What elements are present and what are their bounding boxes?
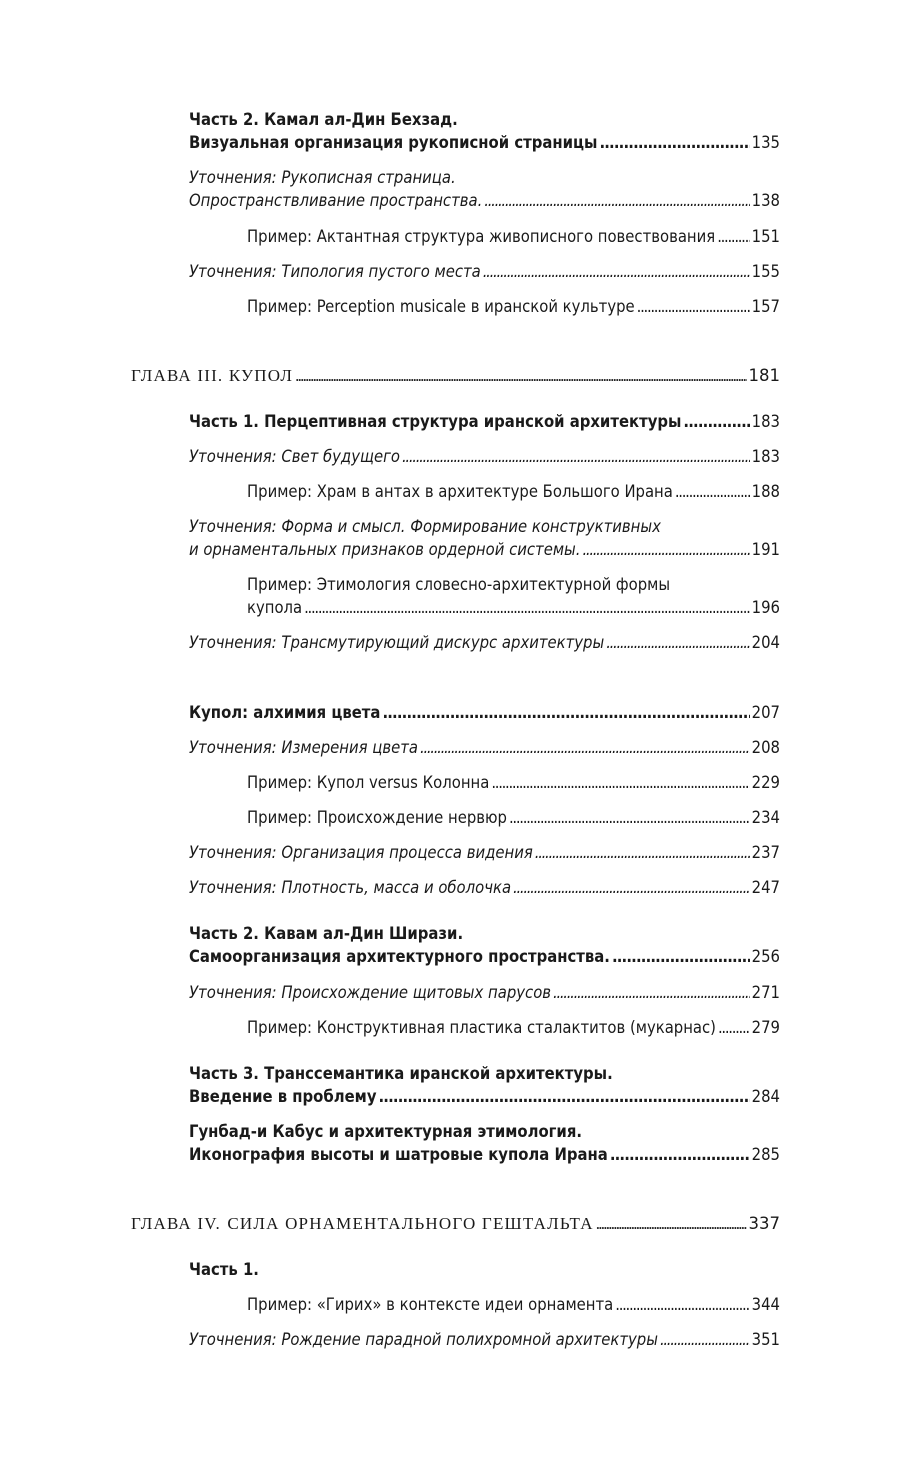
chapter-title: СИЛА ОРНАМЕНТАЛЬНОГО ГЕШТАЛЬТА [227,1214,594,1233]
entry-title: Купол: алхимия цвета [189,703,381,722]
toc-entry-girih [247,1293,780,1316]
page-number: 279 [751,1018,780,1037]
toc-entry-muqarnas [247,1016,780,1039]
toc-entry-part1-perceptive [189,410,780,433]
toc-entry-color-dimensions [189,736,780,759]
toc-entry-pendentives [189,981,780,1004]
page-number: 256 [751,947,780,966]
leader-dots [304,596,750,619]
page-number: 207 [751,703,780,722]
leader-dots [509,806,750,829]
leader-dots [484,189,749,212]
entry-title: Уточнения: Организация процесса видения [189,843,533,862]
entry-title-line1: Пример: Этимология словесно-архитектурной формы [247,575,671,594]
leader-dots [379,1085,750,1108]
page-number: 181 [748,366,780,385]
entry-title: Уточнения: Происхождение щитовых парусов [189,983,552,1002]
entry-title: Пример: «Гирих» в контексте идеи орнамента [247,1295,614,1314]
toc-entry-part1 [189,1258,780,1281]
entry-title-line2: Визуальная организация рукописной страницы [189,133,598,152]
toc-entry-density-mass [189,876,780,899]
toc-entry-alchemy-color [189,701,780,724]
page-number: 204 [751,633,780,652]
entry-title: Уточнения: Трансмутирующий дискурс архитектуры [189,633,605,652]
leader-dots [535,841,750,864]
toc-entry-manuscript-page [189,166,780,212]
leader-dots [420,736,750,759]
leader-dots [675,480,750,503]
page-number: 151 [751,227,780,246]
entry-title: Часть 1. [189,1260,259,1279]
page-number: 183 [751,447,780,466]
leader-dots [610,1143,750,1166]
entry-title-line1: Часть 2. Кавам ал-Дин Ширази. [189,924,464,943]
entry-title: Часть 1. Перцептивная структура иранской архитектуры [189,412,682,431]
entry-title: Пример: Происхождение нервюр [247,808,507,827]
toc-entry-part2-behzad [189,108,780,154]
entry-title-line1: Часть 2. Камал ал-Дин Бехзад. [189,110,458,129]
entry-title: Пример: Perception musicale в иранской культуре [247,297,635,316]
entry-title: Пример: Конструктивная пластика сталактитов (мукарнас) [247,1018,716,1037]
entry-title-line1: Гунбад-и Кабус и архитектурная этимология. [189,1122,582,1141]
leader-dots [553,981,750,1004]
toc-entry-form-meaning [189,515,780,561]
leader-dots [615,1293,749,1316]
page-number: 191 [751,540,780,559]
toc-entry-part2-shirazi [189,922,780,968]
leader-dots [582,538,749,561]
toc-entry-actant-structure [247,225,780,248]
chapter-number: ГЛАВА III. [131,366,224,385]
page-number: 234 [751,808,780,827]
toc-entry-gunbad-qabus [189,1120,780,1166]
entry-title-line2: Введение в проблему [189,1087,377,1106]
leader-dots [513,876,750,899]
leader-dots [382,701,749,724]
entry-title-line1: Уточнения: Рукописная страница. [189,168,456,187]
entry-title-line1: Часть 3. Транссемантика иранской архитектуры. [189,1064,613,1083]
entry-title-line2: Опространствливание пространства. [189,191,483,210]
entry-title: Уточнения: Измерения цвета [189,738,419,757]
entry-title: Уточнения: Типология пустого места [189,262,481,281]
leader-dots [683,410,749,433]
toc-entry-empty-place [189,260,780,283]
page-number: 138 [751,191,780,210]
entry-title: Уточнения: Рождение парадной полихромной архитектуры [189,1330,658,1349]
leader-dots [660,1328,750,1351]
leader-dots [596,1212,747,1235]
page-number: 337 [748,1214,780,1233]
page-number: 196 [751,598,780,617]
page-number: 284 [751,1087,780,1106]
chapter-number: ГЛАВА IV. [131,1214,221,1233]
page-number: 285 [751,1145,780,1164]
entry-title: Пример: Актантная структура живописного повествования [247,227,716,246]
page-number: 351 [751,1330,780,1349]
page-number: 135 [751,133,780,152]
leader-dots [483,260,750,283]
toc-entry-dome-etymology [247,573,780,619]
toc-entry-vision-process [189,841,780,864]
toc-chapter-4 [131,1212,780,1235]
chapter-title: КУПОЛ [228,366,294,385]
toc-entry-perception-musicale [247,295,780,318]
page-number: 247 [751,878,780,897]
toc-entry-temple-in-antis [247,480,780,503]
entry-title-line2: и орнаментальных признаков ордерной системы. [189,540,581,559]
leader-dots [402,445,750,468]
toc-entry-part3-transsemantics [189,1062,780,1108]
toc-entry-dome-vs-column [247,771,780,794]
toc-entry-polychrome [189,1328,780,1351]
page-number: 271 [751,983,780,1002]
page-number: 157 [751,297,780,316]
page-number: 344 [751,1295,780,1314]
toc-entry-transmuting-discourse [189,631,780,654]
entry-title-line2: Иконография высоты и шатровые купола Ирана [189,1145,608,1164]
entry-title-line1: Уточнения: Форма и смысл. Формирование конструктивных [189,517,661,536]
page-number: 208 [751,738,780,757]
toc-entry-light-future [189,445,780,468]
leader-dots [491,771,749,794]
leader-dots [717,225,749,248]
leader-dots [612,945,750,968]
entry-title: Уточнения: Плотность, масса и оболочка [189,878,512,897]
leader-dots [295,364,746,387]
entry-title: Пример: Храм в антах в архитектуре Большого Ирана [247,482,673,501]
entry-title-line2: купола [247,598,303,617]
entry-title: Пример: Купол versus Колонна [247,773,490,792]
page-number: 155 [751,262,780,281]
page-number: 188 [751,482,780,501]
page-number: 183 [751,412,780,431]
page-number: 237 [751,843,780,862]
leader-dots [718,1016,750,1039]
leader-dots [637,295,750,318]
toc-chapter-3 [131,364,780,387]
leader-dots [599,131,749,154]
toc-entry-ribs-origin [247,806,780,829]
entry-title: Уточнения: Свет будущего [189,447,400,466]
page-number: 229 [751,773,780,792]
entry-title-line2: Самоорганизация архитектурного пространства. [189,947,610,966]
leader-dots [606,631,749,654]
